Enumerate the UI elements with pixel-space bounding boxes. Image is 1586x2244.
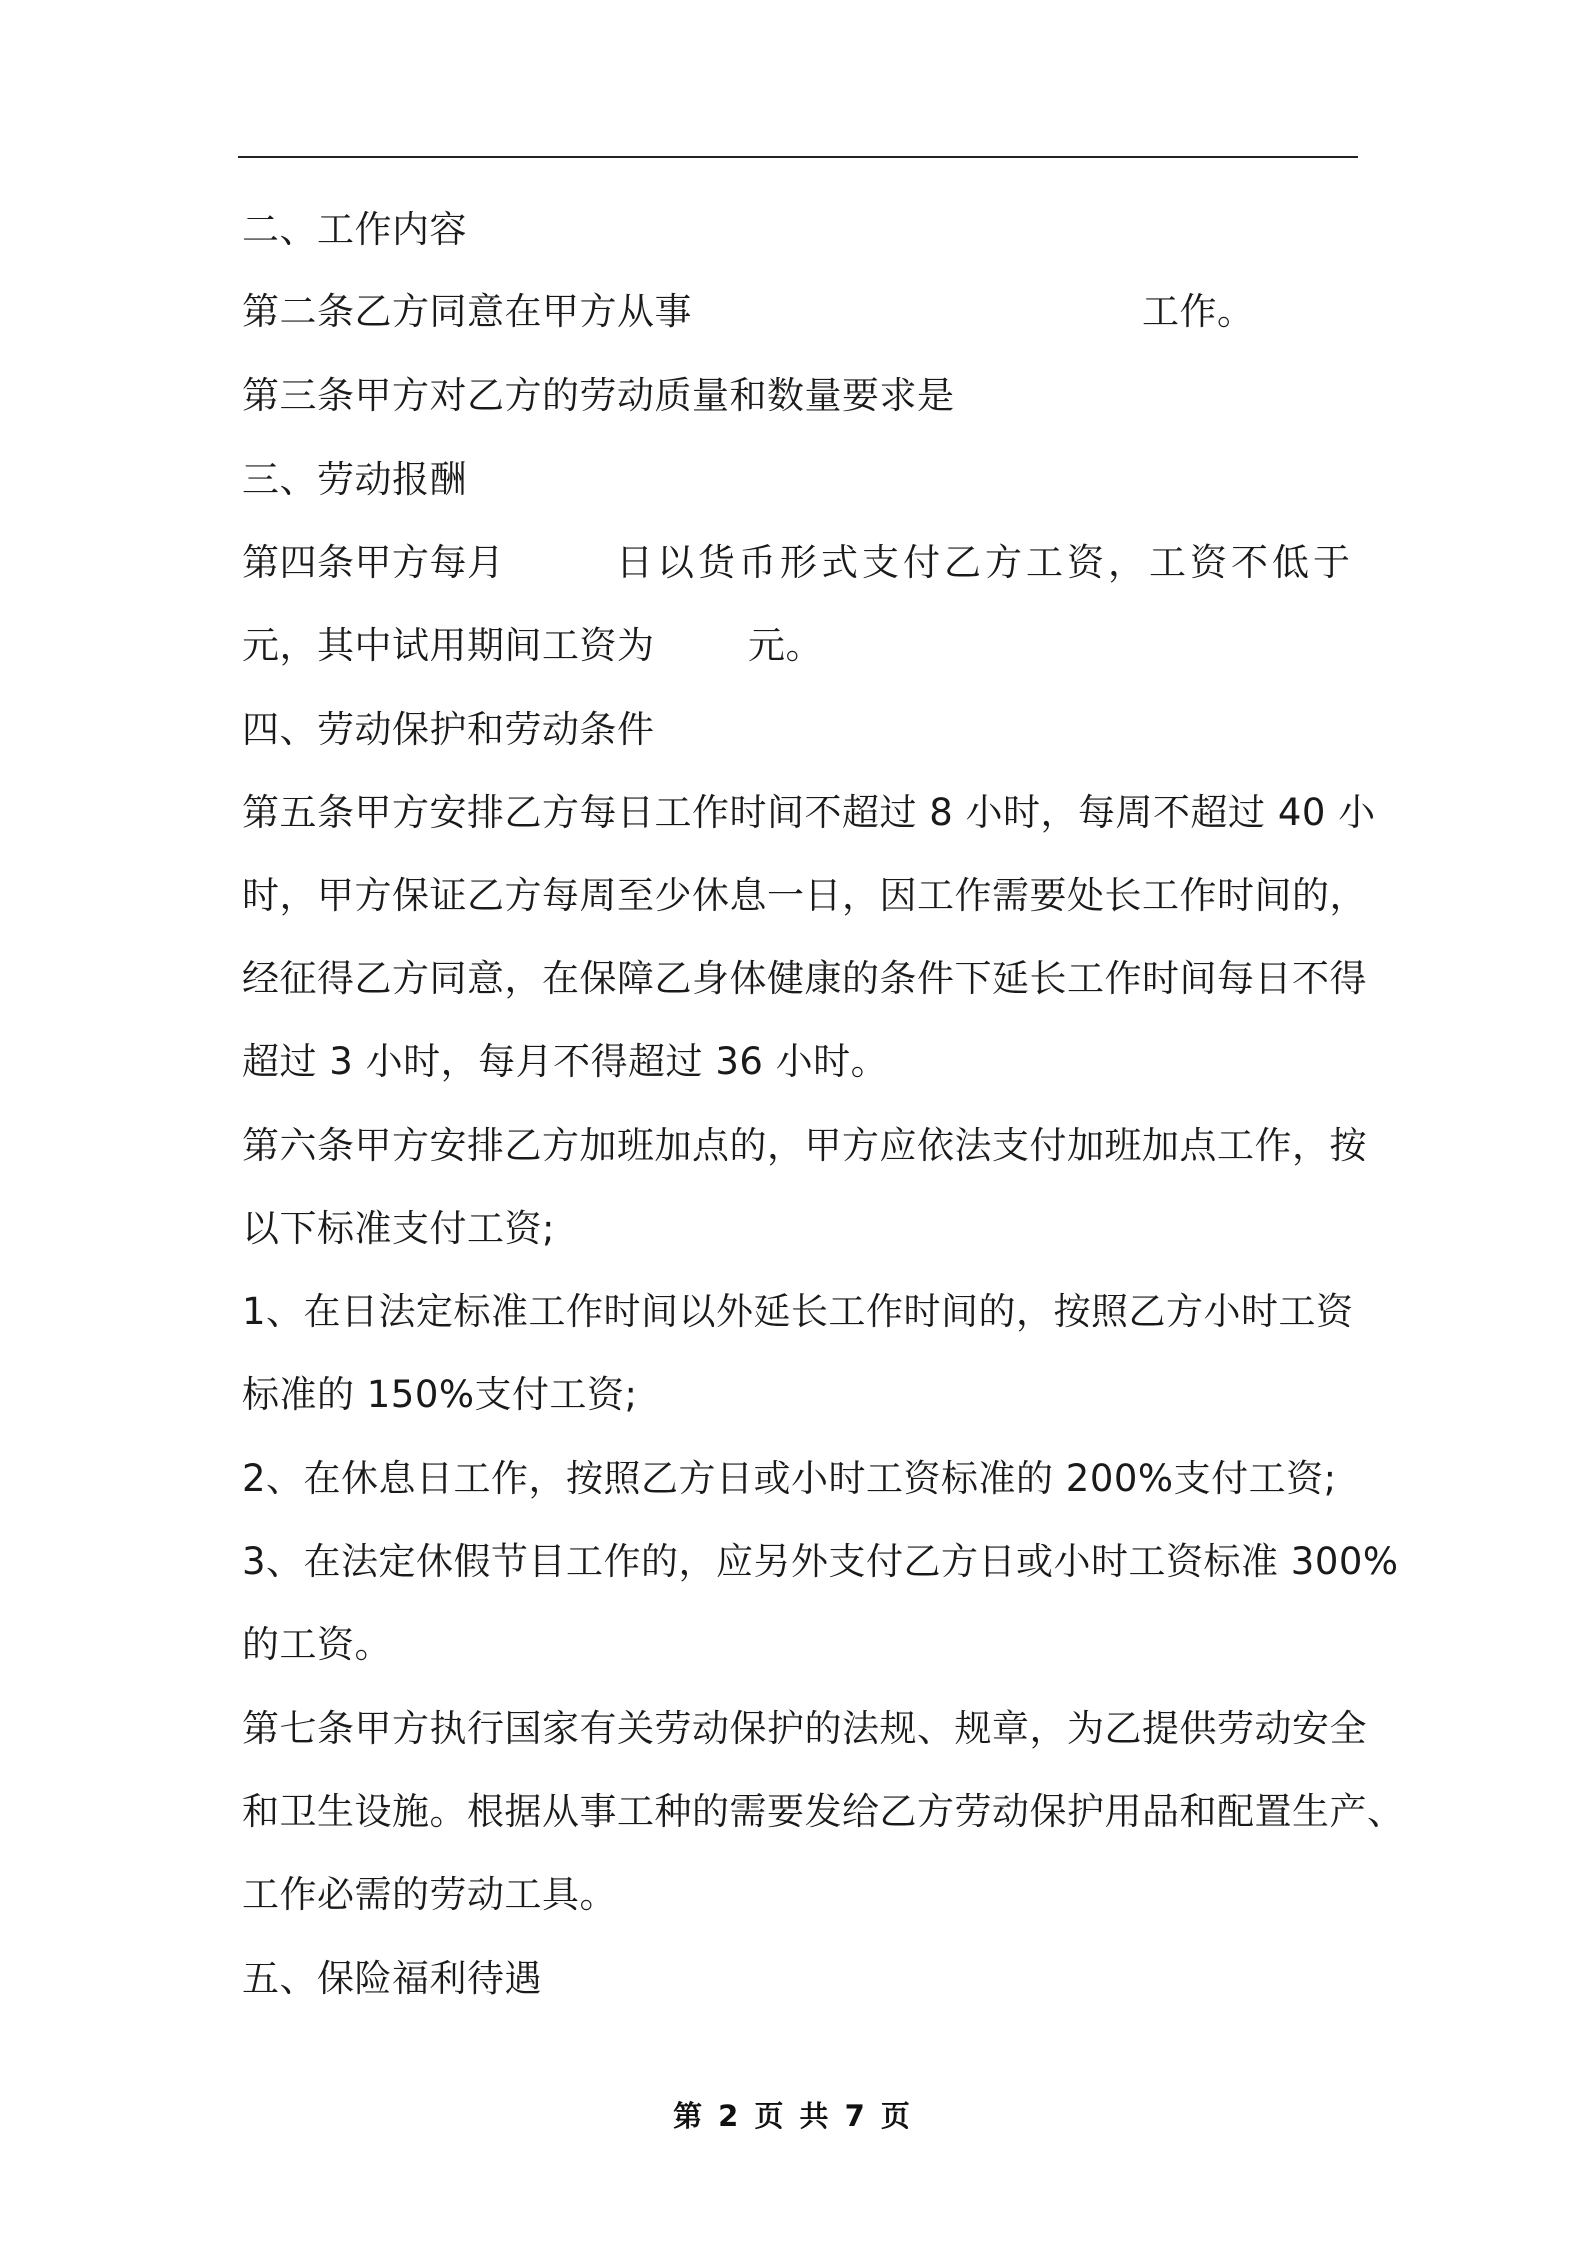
list-item: 2、在休息日工作，按照乙方日或小时工资标准的 200%支付工资;	[242, 1457, 1337, 1500]
paragraph-line: 第七条甲方执行国家有关劳动保护的法规、规章，为乙提供劳动安全	[242, 1707, 1367, 1750]
section-heading: 三、劳动报酬	[242, 458, 467, 501]
paragraph-line: 超过 3 小时，每月不得超过 36 小时。	[242, 1040, 889, 1083]
paragraph-line: 经征得乙方同意，在保障乙身体健康的条件下延长工作时间每日不得	[242, 957, 1367, 1000]
page-number-label: 第 2 页 共 7 页	[673, 2099, 913, 2133]
list-item: 1、在日法定标准工作时间以外延长工作时间的，按照乙方小时工资	[242, 1290, 1354, 1333]
paragraph-line: 第三条甲方对乙方的劳动质量和数量要求是	[242, 374, 955, 417]
list-item: 3、在法定休假节目工作的，应另外支付乙方日或小时工资标准 300%	[242, 1540, 1399, 1583]
paragraph-line: 时，甲方保证乙方每周至少休息一日，因工作需要处长工作时间的，	[242, 874, 1367, 917]
paragraph-line: 第五条甲方安排乙方每日工作时间不超过 8 小时，每周不超过 40 小	[242, 791, 1376, 834]
page-number	[0, 2094, 1586, 2135]
paragraph-line: 第六条甲方安排乙方加班加点的，甲方应依法支付加班加点工作，按	[242, 1124, 1367, 1167]
paragraph-line: 和卫生设施。根据从事工种的需要发给乙方劳动保护用品和配置生产、	[242, 1790, 1405, 1833]
list-item: 标准的 150%支付工资;	[242, 1373, 638, 1416]
paragraph-line: 元。	[748, 624, 823, 667]
paragraph-line: 日以货币形式支付乙方工资，工资不低于	[616, 541, 1354, 584]
paragraph-line: 工作必需的劳动工具。	[242, 1873, 617, 1916]
section-heading: 二、工作内容	[242, 208, 467, 251]
header-rule	[238, 156, 1358, 158]
section-heading: 五、保险福利待遇	[242, 1957, 542, 2000]
paragraph-line: 以下标准支付工资;	[242, 1207, 555, 1250]
paragraph-line: 第四条甲方每月	[242, 541, 505, 584]
paragraph-line: 第二条乙方同意在甲方从事	[242, 290, 692, 333]
section-heading: 四、劳动保护和劳动条件	[242, 708, 655, 751]
paragraph-line: 元，其中试用期间工资为	[242, 624, 655, 667]
list-item: 的工资。	[242, 1623, 392, 1666]
paragraph-line: 工作。	[1142, 290, 1255, 333]
